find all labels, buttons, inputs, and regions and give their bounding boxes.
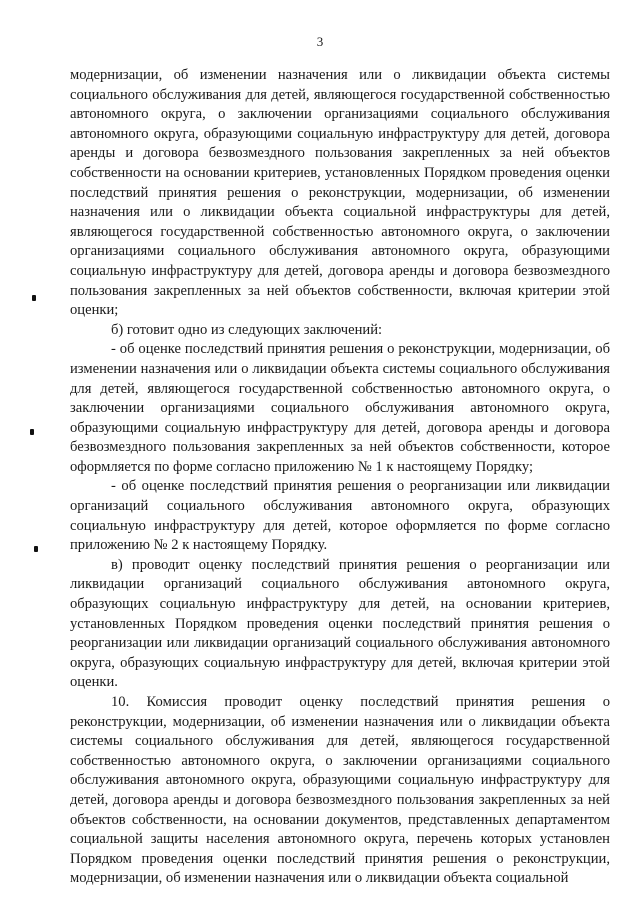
page-number: 3 [316,34,324,49]
scan-mark [30,429,34,435]
paragraph-item-b-dash-2: - об оценке последствий принятия решения о реорганизации или ликвидации организаций социального обслуживания автономного округа, образующих социальную инфраструктуру для детей, которое оформляется по форме согласно приложению № 2 к настоящему Порядку. [70,478,610,554]
document-body [70,66,610,889]
paragraph-continuation: модернизации, об изменении назначения или о ликвидации объекта системы социального обслуживания для детей, являющегося государственной собственностью автономного округа, о заключении организациями социального обслуживания автономного округа, образующими социальную инфраструктуру для детей, договора аренды и договора безвозмездного пользования закрепленных за ней объектов собственности на основании критериев, установленных Порядком проведения оценки последствий принятия решения о реконструкции, модернизации, об изменении назначения или о ликвидации объекта социальной инфраструктуры для детей, являющегося государственной собственностью автономного округа, о заключении организациями социального обслуживания автономного округа, образующими социальную инфраструктуру для детей, договора аренды и договора безвозмездного пользования закрепленных за ней объектов собственности, включая критерии этой оценки; [70,67,610,319]
scan-mark [32,295,36,301]
scan-mark [34,546,38,552]
paragraph-item-b: б) готовит одно из следующих заключений: [111,321,383,338]
paragraph-item-b-dash-1: - об оценке последствий принятия решения о реконструкции, модернизации, об изменении назначения или о ликвидации объекта системы социального обслуживания для детей, являющегося государственной собственностью автономного округа, о заключении организациями социального обслуживания автономного округа, образующими социальную инфраструктуру для детей, договора аренды и договора безвозмездного пользования закрепленных за ней объектов собственности, которое оформляется по форме согласно приложению № 1 к настоящему Порядку; [70,341,610,475]
paragraph-item-10: 10. Комиссия проводит оценку последствий принятия решения о реконструкции, модернизации, об изменении назначения или о ликвидации объекта системы социального обслуживания для детей, являющегося государственной собственностью автономного округа, о заключении организациями социального обслуживания автономного округа, образующими социальную инфраструктуру для детей, договора аренды и договора безвозмездного пользования закрепленных за ней объектов собственности, на основании документов, представленных департаментом социальной защиты населения автономного округа, перечень которых установлен Порядком проведения оценки последствий принятия решения о реконструкции, модернизации, об изменении назначения или о ликвидации объекта социальной [70,694,610,887]
paragraph-item-v: в) проводит оценку последствий принятия решения о реорганизации или ликвидации организаций социального обслуживания автономного округа, образующих социальную инфраструктуру для детей, на основании критериев, установленных Порядком проведения оценки последствий принятия решения о реорганизации или ликвидации организаций социального обслуживания автономного округа, образующих социальную инфраструктуру для детей, включая критерии этой оценки. [70,556,610,691]
